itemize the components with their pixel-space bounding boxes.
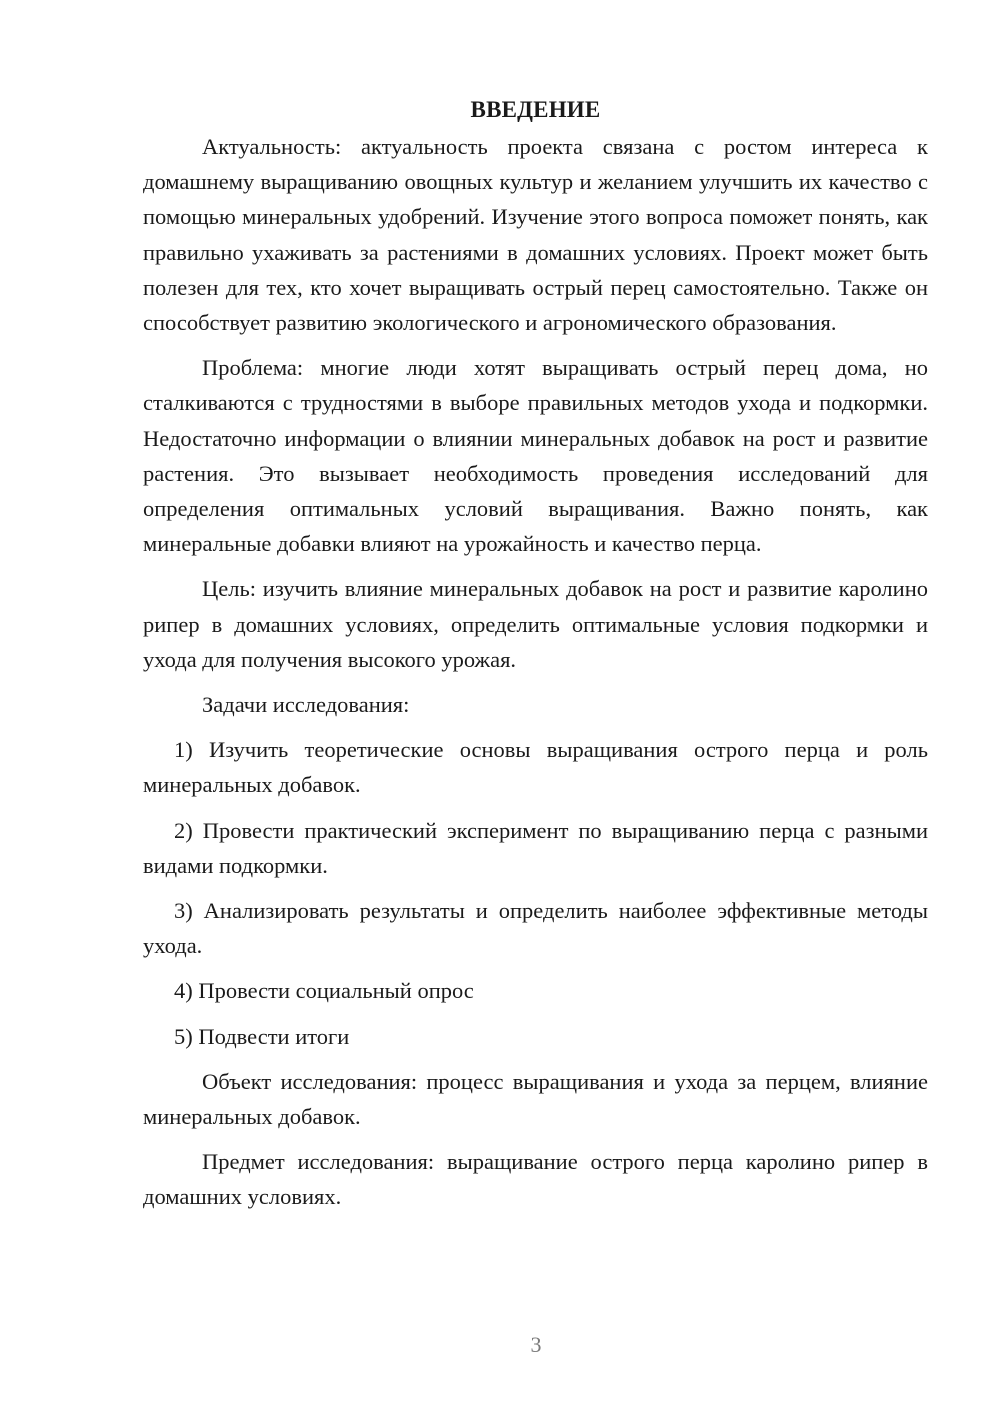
task-item-4: 4) Провести социальный опрос xyxy=(174,978,474,1004)
goal-paragraph: Цель: изучить влияние минеральных добавок на рост и развитие каролино рипер в домашних условиях, определить оптимальные условия подкормки и ухода для получения высокого урожая. xyxy=(143,576,928,672)
section-heading: ВВЕДЕНИЕ xyxy=(470,97,601,122)
relevance-paragraph: Актуальность: актуальность проекта связана с ростом интереса к домашнему выращиванию овощных культур и желанием улучшить их качество с помощью минеральных удобрений. Изучение этого вопроса поможет понять, как правильно ухаживать за растениями в домашних условиях. Проект может быть полезен для тех, кто хочет выращивать острый перец самостоятельно. Также он способствует развитию экологического и агрономического образования. xyxy=(143,134,928,336)
document-page xyxy=(143,92,928,1225)
task-item-3: 3) Анализировать результаты и определить наиболее эффективные методы ухода. xyxy=(143,898,928,959)
task-item-2: 2) Провести практический эксперимент по выращиванию перца с разными видами подкормки. xyxy=(143,817,928,878)
problem-paragraph: Проблема: многие люди хотят выращивать острый перец дома, но сталкиваются с трудностями в выборе правильных методов ухода и подкормки. Недостаточно информации о влиянии минеральных добавок на рост и развитие растения. Это вызывает необходимость проведения исследований для определения оптимальных условий выращивания. Важно понять, как минеральные добавки влияют на урожайность и качество перца. xyxy=(143,355,928,557)
task-item-1: 1) Изучить теоретические основы выращивания острого перца и роль минеральных добавок. xyxy=(143,737,928,798)
subject-paragraph: Предмет исследования: выращивание острого перца каролино рипер в домашних условиях. xyxy=(143,1149,928,1210)
page-number: 3 xyxy=(530,1332,542,1357)
tasks-title: Задачи исследования: xyxy=(202,692,410,718)
object-paragraph: Объект исследования: процесс выращивания и ухода за перцем, влияние минеральных добавок. xyxy=(143,1068,928,1130)
task-item-5: 5) Подвести итоги xyxy=(174,1023,350,1049)
